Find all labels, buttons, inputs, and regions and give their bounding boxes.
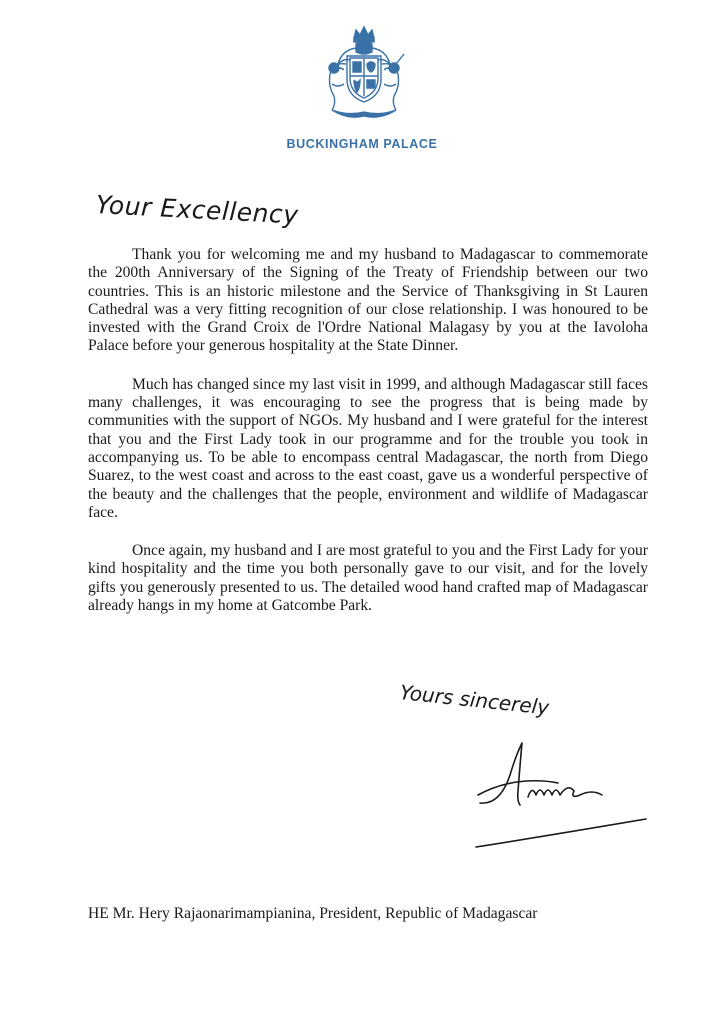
recipient-address: HE Mr. Hery Rajaonarimampianina, President, Republic of Madagascar xyxy=(88,905,538,922)
signature xyxy=(470,735,650,855)
letter-body xyxy=(88,246,648,635)
royal-coat-of-arms-icon xyxy=(318,24,410,122)
letter-paragraph: Thank you for welcoming me and my husband to Madagascar to commemorate the 200th Anniversary of the Signing of the Treaty of Friendship between our two countries. This is an historic milestone and the Service of Thanksgiving in St Lauren Cathedral was a very fitting recognition of our close relationship. I was honoured to be invested with the Grand Croix de l'Ordre National Malagasy by you at the Iavoloha Palace before your generous hospitality at the State Dinner. xyxy=(88,246,648,355)
letterhead-title: BUCKINGHAM PALACE xyxy=(286,137,438,151)
closing: Yours sincerely xyxy=(398,680,551,720)
salutation: Your Excellency xyxy=(95,190,300,230)
letter-paragraph: Once again, my husband and I are most grateful to you and the First Lady for your kind hospitality and the time you both personally gave to our visit, and for the lovely gifts you generously presented to us. The detailed wood hand crafted map of Madagascar already hangs in my home at Gatcombe Park. xyxy=(88,542,648,615)
letter-paragraph: Much has changed since my last visit in 1999, and although Madagascar still faces many challenges, it was encouraging to see the progress that is being made by communities with the support of NGOs. My husband and I were grateful for the interest that you and the First Lady took in our programme and for the trouble you took in accompanying us. To be able to encompass central Madagascar, the north from Diego Suarez, to the west coast and across to the east coast, gave us a wonderful perspective of the beauty and the challenges that the people, environment and wildlife of Madagascar face. xyxy=(88,375,648,521)
